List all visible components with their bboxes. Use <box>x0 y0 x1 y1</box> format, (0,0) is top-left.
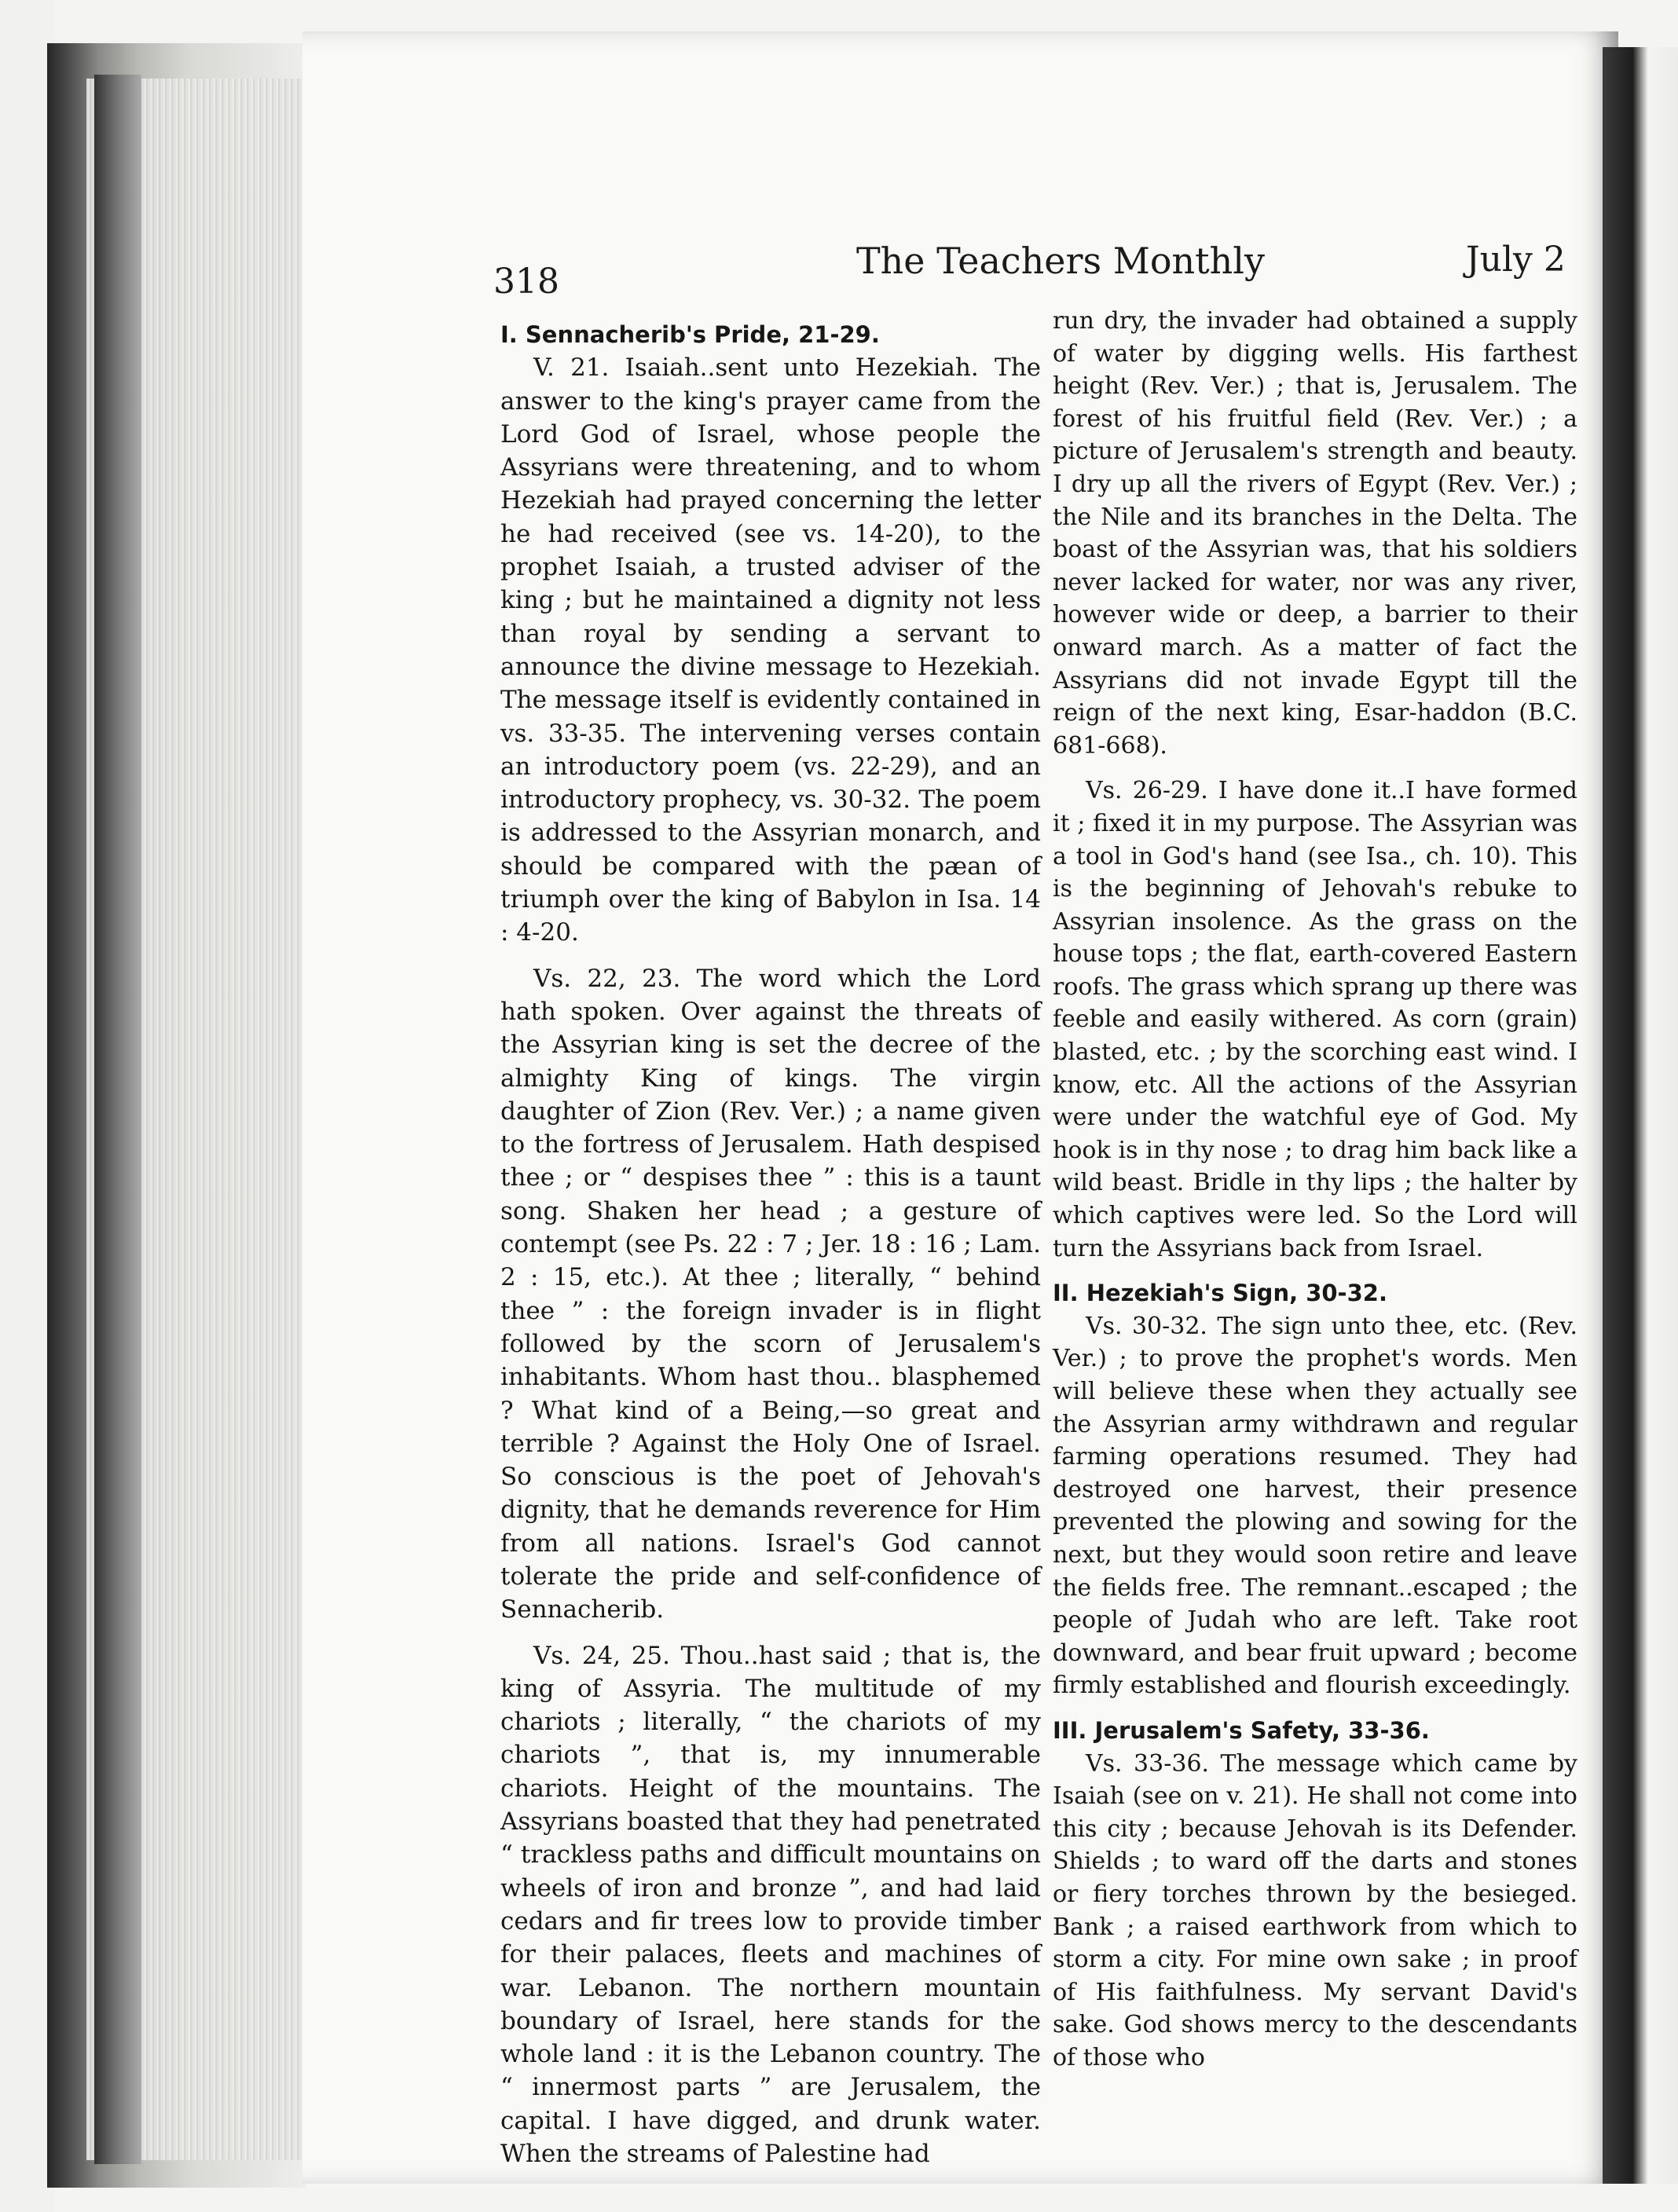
paragraph: Vs. 26-29. I have done it..I have formed it ; fixed it in my purpose. The Assyrian was a tool in God's hand (see Isa., ch. 10). This is the beginning of Jehovah's rebuke to Assyrian insolence. As the grass on the house tops ; the flat, earth-covered Eastern roofs. The grass which sprang up there was feeble and easily withered. As corn (grain) blasted, etc. ; by the scorching east wind. I know, etc. All the actions of the Assyrian were under the watchful eye of God. My hook is in thy nose ; to drag him back like a wild beast. Bridle in thy lips ; the halter by which captives were led. So the Lord will turn the Assyrians back from Israel. <box>1053 777 1577 1262</box>
section-heading: III. Jerusalem's Safety, 33-36. <box>1053 1716 1430 1744</box>
left-column <box>500 318 1041 2170</box>
paragraph: V. 21. Isaiah..sent unto Hezekiah. The answer to the king's prayer came from the Lord God of Israel, whose people the Assyrians were threatening, and to whom Hezekiah had prayed concerning the letter he had received (see vs. 14-20), to the prophet Isaiah, a trusted adviser of the king ; but he maintained a dignity not less than royal by sending a servant to announce the divine message to Hezekiah. The message itself is evidently contained in vs. 33-35. The intervening verses contain an introductory poem (vs. 22-29), and an introductory prophecy, vs. 30-32. The poem is addressed to the Assyrian monarch, and should be compared with the pæan of triumph over the king of Babylon in Isa. 14 : 4-20. <box>500 353 1041 947</box>
section-heading: II. Hezekiah's Sign, 30-32. <box>1053 1280 1387 1307</box>
right-column <box>1053 305 1577 2074</box>
facing-page-edge <box>1603 47 1678 2184</box>
paragraph: Vs. 22, 23. The word which the Lord hath spoken. Over against the threats of the Assyrian king is set the decree of the almighty King of kings. The virgin daughter of Zion (Rev. Ver.) ; a name given to the fortress of Jerusalem. Hath despised thee ; or “ despises thee ” : this is a taunt song. Shaken her head ; a gesture of contempt (see Ps. 22 : 7 ; Jer. 18 : 16 ; Lam. 2 : 15, etc.). At thee ; literally, “ behind thee ” : the foreign invader is in flight followed by the scorn of Jerusalem's inhabitants. Whom hast thou.. blasphemed ? What kind of a Being,—so great and terrible ? Against the Holy One of Israel. So conscious is the poet of Jehovah's dignity, that he demands reverence for Him from all nations. Israel's God cannot tolerate the pride and self-confidence of Sennacherib. <box>500 964 1041 1624</box>
running-title: The Teachers Monthly <box>856 240 1265 282</box>
running-date: July 2 <box>1466 240 1566 280</box>
book-binding <box>94 75 141 2164</box>
page-number: 318 <box>493 262 559 302</box>
paragraph: Vs. 24, 25. Thou..hast said ; that is, the king of Assyria. The multitude of my chariots ; literally, “ the chariots of my chariots ”, that is, my innumerable chariots. Height of the mountains. The Assyrians boasted that they had penetrated “ trackless paths and difficult mountains on wheels of iron and bronze ”, and had laid cedars and fir trees low to provide timber for their palaces, fleets and machines of war. Lebanon. The northern mountain boundary of Israel, here stands for the whole land : it is the Lebanon country. The “ innermost parts ” are Jerusalem, the capital. I have digged, and drunk water. When the streams of Palestine had <box>500 1641 1041 2169</box>
section-heading: I. Sennacherib's Pride, 21-29. <box>500 321 880 348</box>
paragraph: Vs. 33-36. The message which came by Isaiah (see on v. 21). He shall not come into this city ; because Jehovah is its Defender. Shields ; to ward off the darts and stones or fiery torches thrown by the besieged. Bank ; a raised earthwork from which to storm a city. For mine own sake ; in proof of His faithfulness. My servant David's sake. God shows mercy to the descendants of those who <box>1053 1749 1577 2071</box>
paragraph: run dry, the invader had obtained a supply of water by digging wells. His farthest height (Rev. Ver.) ; that is, Jerusalem. The forest of his fruitful field (Rev. Ver.) ; a picture of Jerusalem's strength and beauty. I dry up all the rivers of Egypt (Rev. Ver.) ; the Nile and its branches in the Delta. The boast of the Assyrian was, that his soldiers never lacked for water, nor was any river, however wide or deep, a barrier to their onward march. As a matter of fact the Assyrians did not invade Egypt till the reign of the next king, Esar-haddon (B.C. 681-668). <box>1053 307 1577 760</box>
paragraph: Vs. 30-32. The sign unto thee, etc. (Rev. Ver.) ; to prove the prophet's words. Men will believe these when they actually see the Assyrian army withdrawn and regular farming operations resumed. They had destroyed one harvest, their presence prevented the plowing and sowing for the next, but they would soon retire and leave the fields free. The remnant..escaped ; the people of Judah who are left. Take root downward, and bear fruit upward ; become firmly established and flourish exceedingly. <box>1053 1312 1577 1700</box>
